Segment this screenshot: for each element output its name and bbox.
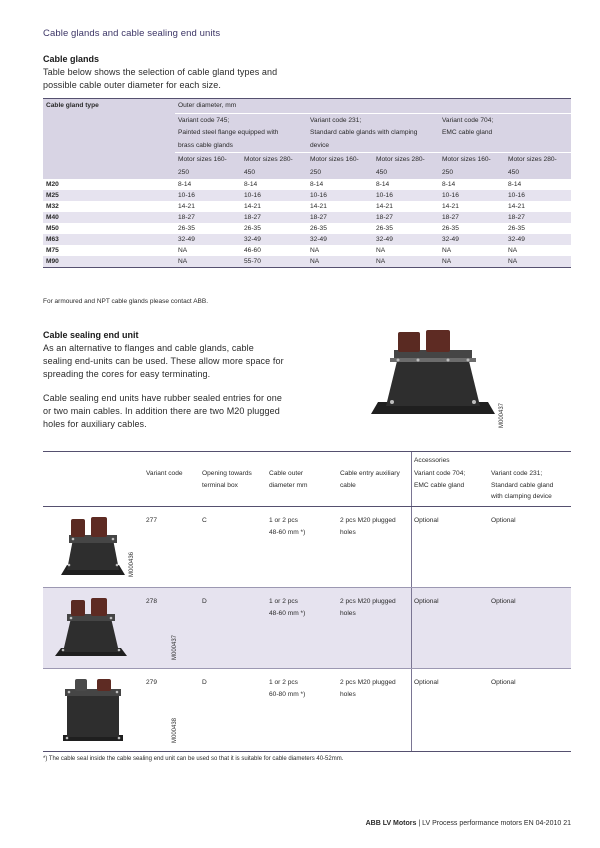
- diameter-cell: 32-49: [373, 234, 439, 245]
- table-row: [43, 223, 571, 234]
- diameter-cell: NA: [178, 247, 188, 254]
- header-accessories: Accessories: [414, 457, 450, 464]
- gland-type-cell: M20: [46, 181, 59, 188]
- header-motor-size: Motor sizes 280- 450: [373, 153, 439, 180]
- cable-gland-table: [43, 98, 571, 268]
- diameter-cell: 26-35: [310, 225, 327, 232]
- diameter-cell: 32-49: [175, 234, 241, 245]
- diameter-cell: 32-49: [439, 234, 505, 245]
- gland-type-cell: M75: [46, 247, 59, 254]
- acc-231: Optional: [491, 679, 516, 686]
- header-cable-outer: Cable outer diameter mm: [269, 470, 308, 489]
- table-row: [43, 669, 571, 752]
- diameter-cell: 46-60: [244, 247, 261, 254]
- cable-outer: 1 or 2 pcs 48-60 mm *): [269, 517, 306, 536]
- header-variant-code: Variant code: [146, 470, 183, 477]
- gland-type-cell: M90: [43, 256, 175, 268]
- sealing-para-2: Cable sealing end units have rubber sealed entries for one or two main cables. In addition there are two M20 plugged holes for auxiliary cables.: [43, 393, 282, 429]
- cable-entry: 2 pcs M20 plugged holes: [340, 517, 396, 536]
- diameter-cell: 14-21: [442, 203, 459, 210]
- diameter-cell: NA: [508, 247, 518, 254]
- table-row: [43, 507, 571, 588]
- cable-entry: 2 pcs M20 plugged holes: [340, 598, 396, 617]
- photo-code-label: M000436: [129, 551, 135, 577]
- footer-text: | LV Process performance motors EN 04-2010 21: [416, 820, 571, 827]
- diameter-cell: 32-49: [241, 234, 307, 245]
- cable-glands-title: Cable glands: [43, 54, 100, 64]
- variant-code: 277: [146, 517, 158, 524]
- acc-231: Optional: [491, 517, 516, 524]
- table-row: [43, 179, 571, 190]
- diameter-cell: 8-14: [244, 181, 258, 188]
- diameter-cell: NA: [307, 256, 373, 268]
- diameter-cell: NA: [505, 256, 571, 268]
- diameter-cell: 10-16: [241, 190, 307, 201]
- header-variant-231: Variant code 231; Standard cable glands with clamping device: [307, 113, 439, 153]
- opening: D: [202, 679, 207, 686]
- header-variant-745: Variant code 745; Painted steel flange equipped with brass cable glands: [175, 113, 307, 153]
- diameter-cell: 55-70: [241, 256, 307, 268]
- table-row: [43, 201, 571, 212]
- diameter-cell: NA: [376, 247, 386, 254]
- header-variant-704: Variant code 704; EMC cable gland: [439, 113, 571, 153]
- diameter-cell: 10-16: [373, 190, 439, 201]
- diameter-cell: 32-49: [307, 234, 373, 245]
- diameter-cell: 26-35: [178, 225, 195, 232]
- header-motor-size: Motor sizes 280- 450: [241, 153, 307, 180]
- diameter-cell: NA: [439, 256, 505, 268]
- header-cable-entry: Cable entry auxiliary cable: [340, 470, 400, 489]
- diameter-cell: 18-27: [241, 212, 307, 223]
- header-outer-diameter: Outer diameter, mm: [175, 99, 571, 114]
- photo-code-label: M000437: [499, 402, 505, 428]
- cable-entry: 2 pcs M20 plugged holes: [340, 679, 396, 698]
- diameter-cell: 8-14: [310, 181, 324, 188]
- photo-code-label: M000438: [172, 717, 178, 743]
- gland-type-cell: M25: [43, 190, 175, 201]
- diameter-cell: 18-27: [373, 212, 439, 223]
- page-heading: Cable glands and cable sealing end units: [43, 28, 221, 39]
- diameter-cell: 10-16: [307, 190, 373, 201]
- header-motor-size: Motor sizes 280- 450: [505, 153, 571, 180]
- acc-231: Optional: [491, 598, 516, 605]
- diameter-cell: 10-16: [175, 190, 241, 201]
- diameter-cell: NA: [442, 247, 452, 254]
- diameter-cell: 26-35: [376, 225, 393, 232]
- diameter-cell: 18-27: [505, 212, 571, 223]
- diameter-cell: 10-16: [505, 190, 571, 201]
- table-row: [43, 234, 571, 245]
- acc-704: Optional: [414, 517, 439, 524]
- diameter-cell: 14-21: [508, 203, 525, 210]
- table-row: [43, 245, 571, 256]
- acc-704: Optional: [414, 679, 439, 686]
- diameter-cell: 18-27: [439, 212, 505, 223]
- opening: C: [202, 517, 207, 524]
- diameter-cell: NA: [373, 256, 439, 268]
- diameter-cell: 18-27: [175, 212, 241, 223]
- diameter-cell: 8-14: [178, 181, 192, 188]
- variant-code: 279: [146, 679, 158, 686]
- opening: D: [202, 598, 207, 605]
- table-row: [43, 588, 571, 669]
- sealing-unit-photo: [57, 515, 129, 581]
- diameter-cell: NA: [310, 247, 320, 254]
- sealing-unit-photo: [53, 596, 129, 662]
- sealing-table-header: [43, 451, 571, 507]
- cable-outer: 1 or 2 pcs 48-60 mm *): [269, 598, 306, 617]
- intro-line: Table below shows the selection of cable gland types and: [43, 67, 278, 77]
- diameter-cell: 26-35: [508, 225, 525, 232]
- diameter-cell: 8-14: [508, 181, 522, 188]
- diameter-cell: NA: [175, 256, 241, 268]
- diameter-cell: 10-16: [439, 190, 505, 201]
- diameter-cell: 14-21: [310, 203, 327, 210]
- table-row: [43, 212, 571, 223]
- table-row: [43, 256, 571, 268]
- diameter-cell: 32-49: [505, 234, 571, 245]
- header-motor-size: Motor sizes 160- 250: [439, 153, 505, 180]
- cable-seal-footnote: *) The cable seal inside the cable sealing end unit can be used so that it is suitable for cable diameters 40-52mm.: [43, 756, 344, 762]
- photo-code-label: M000437: [172, 634, 178, 660]
- variant-code: 278: [146, 598, 158, 605]
- footer-brand: ABB LV Motors: [365, 820, 417, 827]
- diameter-cell: 18-27: [307, 212, 373, 223]
- sealing-unit-table: [43, 451, 571, 752]
- header-motor-size: Motor sizes 160- 250: [307, 153, 373, 180]
- sealing-para-1: As an alternative to flanges and cable glands, cable sealing end-units can be used. These allow more space for spreading the cores for easy terminating.: [43, 343, 284, 379]
- sealing-unit-photo: [368, 322, 498, 422]
- diameter-cell: 8-14: [376, 181, 390, 188]
- sealing-unit-photo: [57, 677, 129, 745]
- gland-type-cell: M50: [46, 225, 59, 232]
- armoured-note: For armoured and NPT cable glands please contact ABB.: [43, 298, 209, 305]
- diameter-cell: 14-21: [244, 203, 261, 210]
- diameter-cell: 14-21: [178, 203, 195, 210]
- diameter-cell: 14-21: [376, 203, 393, 210]
- diameter-cell: 26-35: [244, 225, 261, 232]
- header-opening: Opening towards terminal box: [202, 470, 252, 489]
- diameter-cell: 26-35: [442, 225, 459, 232]
- diameter-cell: 8-14: [442, 181, 456, 188]
- intro-line: possible cable outer diameter for each size.: [43, 79, 221, 90]
- acc-704: Optional: [414, 598, 439, 605]
- table-row: [43, 190, 571, 201]
- cable-outer: 1 or 2 pcs 60-80 mm *): [269, 679, 306, 698]
- header-motor-size: Motor sizes 160- 250: [175, 153, 241, 180]
- header-acc-231: Variant code 231; Standard cable gland with clamping device: [491, 470, 554, 500]
- sealing-title: Cable sealing end unit: [43, 330, 139, 340]
- cable-glands-intro: [43, 66, 277, 92]
- gland-type-cell: M32: [46, 203, 59, 210]
- header-cable-gland-type: Cable gland type: [43, 99, 175, 114]
- gland-type-cell: M63: [43, 234, 175, 245]
- gland-type-cell: M40: [43, 212, 175, 223]
- page-footer: [366, 820, 571, 827]
- header-acc-704: Variant code 704; EMC cable gland: [414, 470, 466, 489]
